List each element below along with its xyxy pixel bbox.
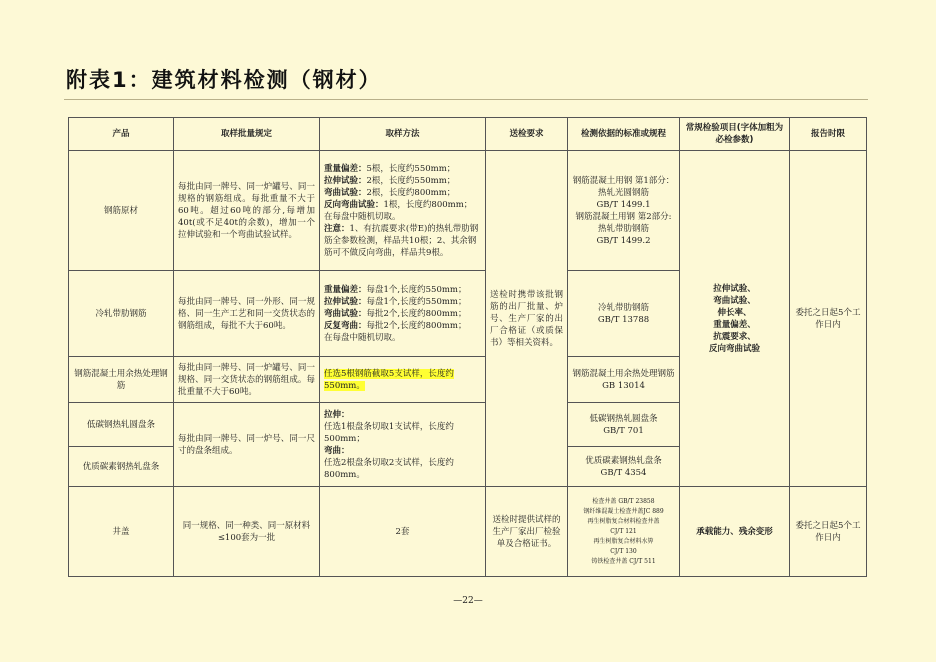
header-requirement: 送检要求 [486,118,568,151]
method-label: 弯曲试验： [324,187,367,198]
requirement-cell: 送检时携带该批钢筋的出厂批量、炉号、生产厂家的出厂合格证（或质保书）等相关资料。 [486,151,568,487]
batch-cell: 每批由同一牌号、同一外形、同一规格、同一生产工艺和同一交货状态的钢筋组成，每批不大于60吨。 [174,271,320,357]
method-label: 拉伸： [324,409,350,420]
method-text: 2根，长度约550mm； [366,175,456,186]
header-deadline: 报告时限 [790,118,867,151]
method-label: 弯曲试验： [324,308,367,319]
item-line: 拉伸试验、 [713,283,756,294]
standard-line: CJ/T 121 [610,527,637,535]
batch-cell: 每批由同一牌号、同一炉号、同一尺寸的盘条组成。 [174,403,320,487]
method-label: 拉伸试验： [324,175,367,186]
item-line: 重量偏差、 [713,319,756,330]
standard-cell [568,151,680,271]
product-cell: 井盖 [69,487,174,577]
title-divider [64,99,868,100]
method-text: 5根，长度约550mm； [366,163,456,174]
requirement-cell: 送检时提供试样的生产厂家出厂检验单及合格证书。 [486,487,568,577]
deadline-cell: 委托之日起5个工作日内 [790,487,867,577]
standard-cell [568,271,680,357]
header-standard: 检测依据的标准或规程 [568,118,680,151]
standard-line: 钢筋混凝土用钢 第2部分:热轧带肋钢筋 [575,211,672,234]
method-label: 拉伸试验： [324,296,367,307]
standard-line: 再生树脂复合材料水箅 [593,537,654,545]
method-cell [320,357,486,403]
standard-line: CJ/T 130 [610,547,637,555]
method-label: 重量偏差： [324,163,367,174]
standard-line: GB/T 4354 [600,467,647,478]
standard-line: GB/T 1499.1 [596,199,651,210]
product-cell: 钢筋混凝土用余热处理钢筋 [69,357,174,403]
product-cell: 冷轧带肋钢筋 [69,271,174,357]
page-number: —22— [453,596,483,606]
table-row [69,151,867,271]
standard-line: GB 13014 [602,380,645,391]
method-text: 每盘1个,长度约550mm； [366,284,467,295]
standard-line: GB/T 1499.2 [596,235,651,246]
product-cell: 优质碳素钢热轧盘条 [69,447,174,487]
header-method: 取样方法 [320,118,486,151]
method-text: 任选5根钢筋截取5支试样，长度约550mm。 [324,368,454,391]
method-text: 1、有抗震要求(带E)的热轧带肋钢筋全参数检测，样品共10根；2、其余钢筋可不做反向弯曲，样品共9根。 [324,223,479,258]
deadline-cell: 委托之日起5个工作日内 [790,151,867,487]
item-line: 抗震要求、 [713,331,756,342]
batch-cell: 每批由同一牌号、同一炉罐号、同一规格、同一交货状态的钢筋组成。每批重量不大于60吨。 [174,357,320,403]
method-label: 重量偏差： [324,284,367,295]
standard-line: 优质碳素钢热轧盘条 [585,455,662,466]
method-text: 在每盘中随机切取。 [324,332,401,343]
standard-line: 低碳钢热轧圆盘条 [589,413,658,424]
method-label: 反复弯曲： [324,320,367,331]
method-text: 1根，长度约800mm； [383,199,473,210]
standard-line: 钢筋混凝土用钢 第1部分：热轧光圆钢筋 [572,175,675,198]
product-cell: 钢筋原材 [69,151,174,271]
standard-line: 钢纤维混凝土检查井盖JC 889 [583,507,664,515]
method-text: 每批2个,长度约800mm； [366,320,467,331]
method-cell [320,271,486,357]
header-batch: 取样批量规定 [174,118,320,151]
steel-testing-table [68,117,867,577]
product-cell: 低碳钢热轧圆盘条 [69,403,174,447]
method-cell [320,151,486,271]
table-header-row [69,118,867,151]
batch-cell: 同一规格、同一种类、同一原材料≤100套为一批 [174,487,320,577]
method-label: 反向弯曲试验： [324,199,384,210]
standard-line: 检查井盖 GB/T 23858 [592,497,655,505]
standard-cell [568,403,680,447]
standard-line: 铸铁检查井盖 CJ/T 511 [591,557,656,565]
standard-line: GB/T 701 [603,425,644,436]
method-text: 2根，长度约800mm； [366,187,456,198]
method-text: 每批2个,长度约800mm； [366,308,467,319]
standard-line: GB/T 13788 [597,314,650,325]
standard-line: 钢筋混凝土用余热处理钢筋 [572,368,675,379]
standard-cell [568,357,680,403]
method-cell [320,403,486,487]
item-line: 反向弯曲试验 [708,343,760,354]
items-cell [680,151,790,487]
item-line: 弯曲试验、 [713,295,756,306]
item-line: 伸长率、 [717,307,752,318]
method-label: 弯曲： [324,445,350,456]
standard-line: 冷轧带肋钢筋 [597,302,649,313]
table-row [69,487,867,577]
header-items: 常规检验项目(字体加粗为必检参数) [680,118,790,151]
standard-line: 再生树脂复合材料检查井盖 [587,517,660,525]
method-text: 任选2根盘条切取2支试样，长度约800mm。 [324,457,454,480]
items-cell: 承载能力、残余变形 [680,487,790,577]
method-text: 在每盘中随机切取。 [324,211,401,222]
standard-cell [568,487,680,577]
method-label: 注意： [324,223,350,234]
batch-cell: 每批由同一牌号、同一炉罐号、同一规格的钢筋组成。每批重量不大于60吨。超过60吨的部分,每增加40t(或不足40t的余数)，增加一个拉伸试验和一个弯曲试验试样。 [174,151,320,271]
standard-cell [568,447,680,487]
method-cell: 2套 [320,487,486,577]
method-text: 任选1根盘条切取1支试样，长度约500mm； [324,421,454,444]
header-product: 产品 [69,118,174,151]
page-title: 附表1：建筑材料检测（钢材） [66,68,382,92]
method-text: 每盘1个,长度约550mm； [366,296,467,307]
